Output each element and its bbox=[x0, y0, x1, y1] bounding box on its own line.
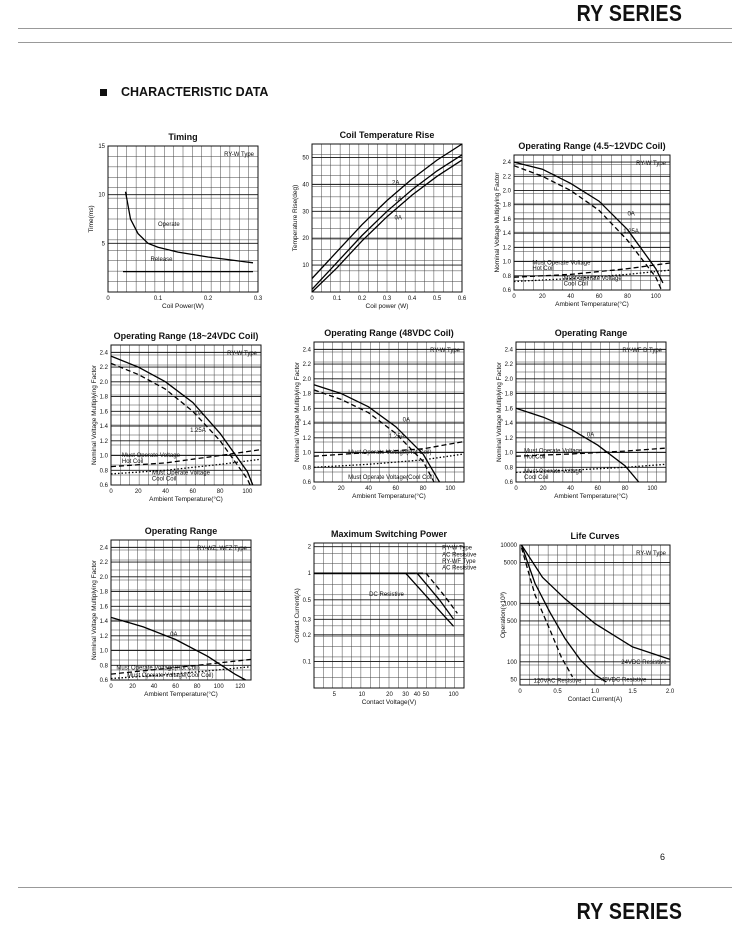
coil-temperature-chart bbox=[288, 130, 473, 310]
curve-annotation: Must Operate Voltage bbox=[563, 276, 622, 283]
x-tick-label: 60 bbox=[595, 294, 603, 300]
x-tick-label: 20 bbox=[337, 486, 345, 492]
curve-annotation: Must Operate Voltage(Cool Coil) bbox=[127, 673, 214, 680]
y-tick-label: 2.4 bbox=[302, 347, 311, 354]
y-tick-label: 1.4 bbox=[99, 619, 108, 626]
x-tick-label: 1.5 bbox=[628, 689, 637, 695]
chart-title: Coil Temperature Rise bbox=[339, 130, 435, 140]
x-tick-label: 60 bbox=[392, 486, 400, 492]
y-tick-label: 500 bbox=[506, 618, 517, 625]
y-tick-label: 0.6 bbox=[99, 678, 108, 684]
y-tick-label: 2.0 bbox=[504, 376, 513, 383]
section-heading bbox=[100, 85, 268, 99]
y-tick-label: 1.2 bbox=[502, 245, 511, 252]
operating-range-wz-chart bbox=[85, 520, 275, 700]
type-label: RY-W Type bbox=[636, 551, 666, 557]
curve-annotation: 1.25A bbox=[389, 433, 405, 440]
curve-annotation: Cool Coil bbox=[524, 475, 549, 482]
y-tick-label: 40 bbox=[302, 182, 309, 189]
curve-annotation: 0A bbox=[627, 211, 635, 218]
x-tick-label: 0 bbox=[312, 486, 316, 492]
y-tick-label: 1.6 bbox=[99, 409, 108, 416]
curve-annotation: 1.25A bbox=[190, 427, 206, 434]
curve-annotation: Must Operate Voltage bbox=[532, 260, 591, 267]
y-tick-label: 1.2 bbox=[302, 435, 311, 442]
y-tick-label: 0.1 bbox=[302, 659, 311, 666]
max-switching-power-chart bbox=[288, 523, 478, 708]
y-tick-label: 50 bbox=[510, 677, 517, 684]
y-tick-label: 1.2 bbox=[504, 435, 513, 442]
y-tick-label: 1.6 bbox=[502, 216, 511, 223]
curve-annotation: RY-W Type bbox=[442, 545, 473, 552]
x-axis-label: Ambient Temperature(°C) bbox=[149, 496, 223, 503]
curve-annotation: Must Operate Voltage(Cool Coil) bbox=[348, 475, 435, 482]
chart-title: Operating Range bbox=[144, 526, 218, 536]
type-label: RY-WZ, WFZ Type bbox=[197, 546, 247, 552]
y-tick-label: 10000 bbox=[500, 543, 517, 549]
y-tick-label: 1 bbox=[307, 571, 311, 578]
x-tick-label: 0.4 bbox=[407, 296, 417, 302]
header-series-title: RY SERIES bbox=[576, 0, 682, 26]
y-tick-label: 0.6 bbox=[302, 480, 311, 486]
y-tick-label: 0.2 bbox=[302, 632, 311, 639]
y-axis-label: Nominal Voltage Multiplying Factor bbox=[496, 361, 503, 463]
y-tick-label: 15 bbox=[98, 144, 105, 150]
y-tick-label: 0.8 bbox=[302, 465, 311, 472]
y-tick-label: 1.0 bbox=[504, 450, 513, 457]
y-tick-label: 1.8 bbox=[502, 202, 511, 209]
y-axis-label: Nominal Voltage Multiplying Factor bbox=[91, 364, 98, 466]
y-tick-label: 50 bbox=[302, 155, 309, 162]
y-tick-label: 2.0 bbox=[502, 188, 511, 195]
y-tick-label: 1.6 bbox=[504, 406, 513, 413]
x-tick-label: 20 bbox=[386, 692, 393, 698]
x-tick-label: 100 bbox=[445, 486, 456, 492]
type-label: RY-W Type bbox=[224, 152, 254, 158]
x-tick-label: 20 bbox=[134, 489, 142, 495]
timing-chart bbox=[88, 128, 268, 308]
life-curves-chart bbox=[490, 525, 680, 710]
x-tick-label: 40 bbox=[567, 294, 575, 300]
x-tick-label: 40 bbox=[413, 692, 421, 698]
y-tick-label: 100 bbox=[506, 659, 517, 666]
y-tick-label: 0.6 bbox=[99, 483, 108, 489]
curve-annotation: Must Operate Voltage(Hot Coil) bbox=[348, 450, 432, 456]
curve-annotation: 0A bbox=[170, 631, 178, 638]
curve-annotation: Must Operate Voltage bbox=[151, 470, 210, 477]
y-tick-label: 1.4 bbox=[99, 424, 108, 431]
x-tick-label: 100 bbox=[650, 294, 661, 300]
section-title: CHARACTERISTIC DATA bbox=[121, 85, 269, 99]
y-tick-label: 0.8 bbox=[99, 468, 108, 475]
y-tick-label: 10 bbox=[302, 263, 309, 270]
y-tick-label: 2.4 bbox=[504, 347, 513, 354]
curve-annotation: AC Resistive bbox=[442, 552, 477, 559]
header-rule-top bbox=[18, 28, 732, 29]
y-tick-label: 1000 bbox=[503, 601, 517, 608]
x-tick-label: 60 bbox=[594, 486, 602, 492]
x-tick-label: 20 bbox=[539, 294, 546, 300]
curve-annotation: Must Operate Voltage bbox=[121, 453, 180, 459]
operating-range-4-12-chart bbox=[490, 133, 680, 313]
y-tick-label: 30 bbox=[302, 209, 309, 216]
y-axis-label: Contact Current(A) bbox=[294, 588, 301, 643]
curve-annotation: 2A bbox=[392, 180, 400, 187]
x-tick-label: 0.1 bbox=[153, 296, 163, 302]
type-label: RY-W Type bbox=[227, 351, 257, 357]
chart-title: Life Curves bbox=[570, 531, 620, 541]
y-tick-label: 2.2 bbox=[99, 365, 108, 372]
footer-series-title: RY SERIES bbox=[576, 898, 682, 924]
curve-annotation: DC Resistive bbox=[369, 592, 404, 599]
x-tick-label: 40 bbox=[567, 486, 574, 492]
y-tick-label: 5 bbox=[101, 241, 105, 248]
x-tick-label: 80 bbox=[419, 486, 427, 492]
curve-annotation: RY-WF Type bbox=[442, 559, 476, 566]
y-tick-label: 2.4 bbox=[99, 545, 108, 552]
x-tick-label: 20 bbox=[539, 486, 547, 492]
x-tick-label: 0.1 bbox=[332, 296, 342, 302]
x-tick-label: 80 bbox=[621, 486, 629, 492]
y-tick-label: 1.0 bbox=[99, 648, 108, 655]
y-tick-label: 0.5 bbox=[302, 597, 311, 604]
x-tick-label: 2.0 bbox=[665, 689, 675, 695]
operating-range-wfd-chart bbox=[490, 322, 680, 502]
chart-title: Operating Range bbox=[554, 328, 628, 338]
curve-annotation: 0A bbox=[402, 417, 410, 424]
x-tick-label: 40 bbox=[150, 684, 158, 690]
chart-title: Timing bbox=[168, 132, 198, 142]
x-tick-label: 0 bbox=[518, 689, 522, 695]
curve-annotation: Hot Coil bbox=[121, 458, 144, 465]
curve-annotation: Hot Coil bbox=[524, 454, 546, 461]
curve-annotation: 1A bbox=[394, 196, 402, 203]
curve-annotation: Cool Coil bbox=[563, 281, 588, 288]
y-tick-label: 2.4 bbox=[99, 350, 108, 357]
x-tick-label: 0.3 bbox=[382, 296, 392, 302]
curve-annotation: 48VDC Resistive bbox=[601, 677, 647, 684]
x-tick-label: 40 bbox=[365, 486, 372, 492]
y-tick-label: 2.0 bbox=[99, 574, 108, 581]
curve-annotation: 0A bbox=[195, 411, 203, 417]
curve-annotation: Hot Coil bbox=[532, 266, 554, 273]
y-tick-label: 1.0 bbox=[99, 453, 108, 460]
y-tick-label: 0.3 bbox=[302, 617, 311, 624]
x-tick-label: 0 bbox=[109, 489, 113, 495]
x-tick-label: 120 bbox=[235, 684, 246, 690]
x-axis-label: Ambient Temperature(°C) bbox=[352, 493, 426, 500]
series-line bbox=[111, 356, 253, 485]
x-tick-label: 80 bbox=[193, 684, 201, 690]
chart-title: Maximum Switching Power bbox=[330, 529, 448, 539]
curve-annotation: Release bbox=[150, 256, 173, 263]
y-tick-label: 5000 bbox=[503, 560, 517, 567]
curve-annotation: Must Operate Voltage bbox=[524, 469, 583, 476]
y-axis-label: Nominal Voltage Multiplying Factor bbox=[294, 361, 301, 463]
operating-range-48-chart bbox=[288, 322, 478, 502]
curve-annotation: Operate bbox=[158, 221, 180, 228]
y-tick-label: 2.0 bbox=[302, 376, 311, 383]
x-tick-label: 0.2 bbox=[203, 296, 213, 302]
x-tick-label: 20 bbox=[129, 684, 136, 690]
y-tick-label: 1.0 bbox=[502, 259, 511, 266]
x-tick-label: 100 bbox=[213, 684, 224, 690]
x-axis-label: Coil power (W) bbox=[365, 303, 409, 310]
curve-annotation: AC Resistive bbox=[442, 565, 477, 572]
y-tick-label: 2.2 bbox=[502, 174, 511, 181]
chart-title: Operating Range (48VDC Coil) bbox=[324, 328, 454, 338]
y-tick-label: 1.2 bbox=[99, 633, 108, 640]
y-tick-label: 0.8 bbox=[99, 663, 108, 670]
page-number: 6 bbox=[660, 852, 666, 862]
x-tick-label: 0 bbox=[310, 296, 314, 302]
y-tick-label: 1.8 bbox=[504, 391, 513, 398]
x-tick-label: 0 bbox=[512, 294, 516, 300]
y-axis-label: Operation(×10³) bbox=[500, 591, 507, 639]
curve-annotation: 1.25A bbox=[623, 229, 639, 236]
y-tick-label: 2.2 bbox=[504, 362, 513, 369]
y-tick-label: 2.2 bbox=[302, 362, 311, 369]
y-tick-label: 1.6 bbox=[302, 406, 311, 413]
x-tick-label: 80 bbox=[216, 489, 224, 495]
chart-title: Operating Range (4.5~12VDC Coil) bbox=[518, 141, 666, 151]
x-tick-label: 100 bbox=[242, 489, 253, 495]
curve-annotation: Must Operate Voltage bbox=[524, 448, 583, 455]
x-tick-label: 50 bbox=[422, 692, 430, 698]
y-tick-label: 1.4 bbox=[504, 421, 513, 428]
x-tick-label: 0.6 bbox=[457, 296, 467, 302]
y-tick-label: 2.4 bbox=[502, 160, 511, 167]
y-tick-label: 0.8 bbox=[504, 465, 513, 472]
y-axis-label: Nominal Voltage Multiplying Factor bbox=[494, 172, 501, 273]
y-tick-label: 1.4 bbox=[502, 231, 511, 238]
y-tick-label: 1.8 bbox=[302, 391, 311, 398]
chart-title: Operating Range (18~24VDC Coil) bbox=[113, 331, 259, 341]
type-label: RY-WF D Type bbox=[622, 348, 662, 354]
x-axis-label: Coil Power(W) bbox=[162, 303, 204, 310]
curve-annotation: 0A bbox=[394, 215, 402, 222]
y-tick-label: 0.6 bbox=[504, 480, 513, 486]
x-tick-label: 100 bbox=[448, 692, 459, 698]
y-tick-label: 2 bbox=[307, 544, 311, 551]
curve-annotation: 24VDC Resistive bbox=[621, 659, 667, 666]
x-tick-label: 0.3 bbox=[253, 296, 263, 302]
x-tick-label: 30 bbox=[402, 692, 409, 698]
x-tick-label: 40 bbox=[162, 489, 169, 495]
x-axis-label: Contact Current(A) bbox=[567, 696, 623, 703]
x-tick-label: 60 bbox=[172, 684, 179, 690]
type-label: RY-W Type bbox=[430, 348, 460, 354]
x-tick-label: 60 bbox=[189, 489, 197, 495]
x-tick-label: 0.5 bbox=[553, 689, 562, 695]
y-tick-label: 0.8 bbox=[502, 273, 511, 280]
x-tick-label: 0.2 bbox=[357, 296, 367, 302]
series-line bbox=[314, 390, 434, 482]
x-axis-label: Contact Voltage(V) bbox=[361, 699, 417, 706]
y-tick-label: 1.8 bbox=[99, 589, 108, 596]
x-tick-label: 0 bbox=[109, 684, 113, 690]
y-tick-label: 1.6 bbox=[99, 604, 108, 611]
y-axis-label: Temperature Rise(deg) bbox=[292, 184, 299, 252]
square-bullet-icon bbox=[100, 89, 107, 96]
x-tick-label: 100 bbox=[647, 486, 658, 492]
y-axis-label: Time(ms) bbox=[88, 205, 95, 233]
curve-annotation: 0A bbox=[586, 432, 595, 439]
curve-annotation: Must Operate Voltage(Hot Coil) bbox=[116, 665, 200, 672]
x-tick-label: 0.5 bbox=[432, 296, 442, 302]
x-axis-label: Ambient Temperature(°C) bbox=[555, 301, 629, 308]
y-tick-label: 20 bbox=[302, 236, 309, 243]
operating-range-18-24-chart bbox=[85, 325, 275, 505]
y-tick-label: 1.2 bbox=[99, 438, 108, 445]
x-axis-label: Ambient Temperature(°C) bbox=[554, 493, 628, 500]
x-tick-label: 1.0 bbox=[590, 689, 600, 695]
y-tick-label: 1.0 bbox=[302, 450, 311, 457]
y-tick-label: 10 bbox=[98, 192, 105, 199]
x-tick-label: 0 bbox=[514, 486, 518, 492]
curve-annotation: 120VAC Resistive bbox=[533, 678, 582, 685]
y-tick-label: 1.4 bbox=[302, 421, 311, 428]
y-axis-label: Nominal Voltage Multiplying Factor bbox=[91, 559, 98, 661]
y-tick-label: 0.6 bbox=[502, 288, 511, 294]
x-tick-label: 80 bbox=[624, 294, 631, 300]
x-tick-label: 5 bbox=[332, 692, 337, 698]
y-tick-label: 2.0 bbox=[99, 379, 108, 386]
footer-rule bbox=[18, 887, 732, 888]
header-rule-bottom bbox=[18, 42, 732, 43]
y-tick-label: 1.8 bbox=[99, 394, 108, 401]
series-line bbox=[126, 192, 254, 263]
x-axis-label: Ambient Temperature(°C) bbox=[144, 691, 218, 698]
curve-annotation: Cool Coil bbox=[151, 476, 177, 483]
y-tick-label: 2.2 bbox=[99, 560, 108, 567]
x-tick-label: 10 bbox=[358, 692, 366, 698]
type-label: RY-W Type bbox=[636, 161, 666, 167]
x-tick-label: 0 bbox=[106, 296, 110, 302]
